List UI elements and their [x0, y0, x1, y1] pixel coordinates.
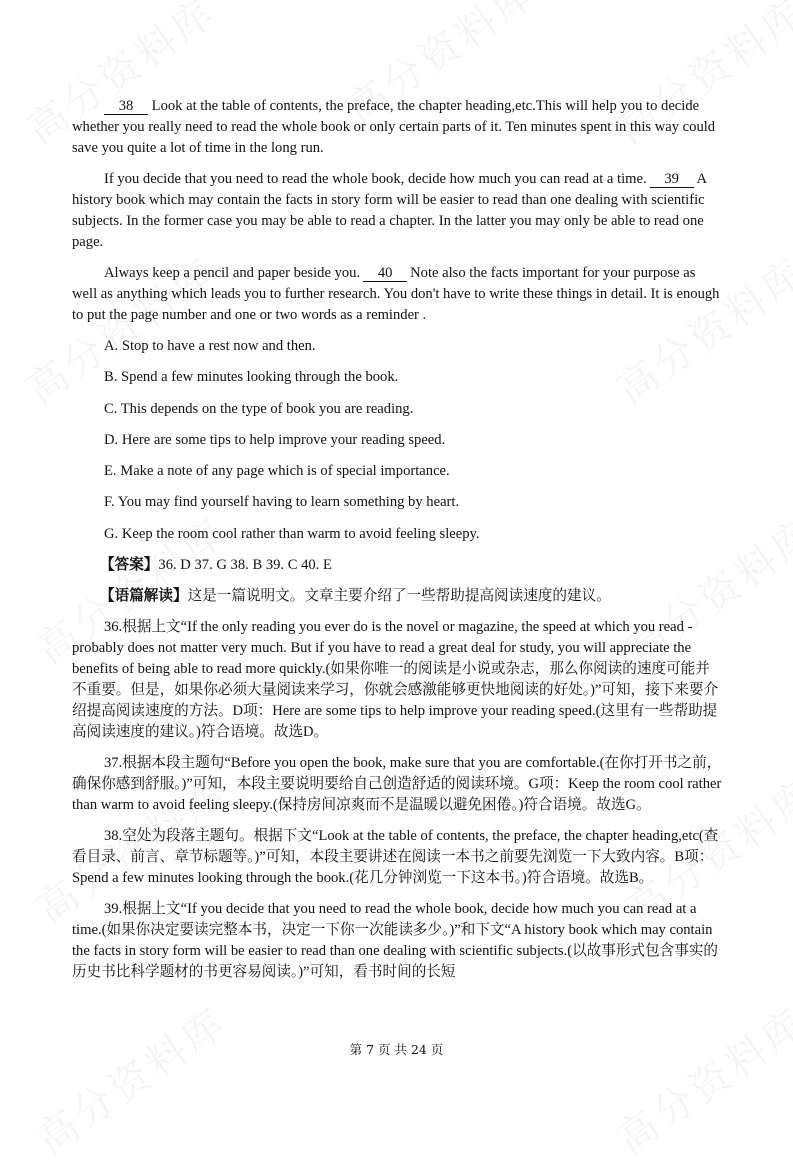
answer-line — [72, 555, 722, 576]
analysis-label: 【语篇解读】 — [100, 588, 188, 605]
explanation-36: 36.根据上文“If the only reading you ever do is the novel or magazine, the speed at which you read -probably does not matter very much. But if you have to read a great deal for study, you will appreciate the benefits of being able to read more quickly.(如果你唯一的阅读是小说或杂志，那么你阅读的速度可能并不重要。但是，如果你必须大量阅读来学习，你就会感激能够更快地阅读的好处。)”可知，接下来要介绍提高阅读速度的方法。D项：Here are some tips to help improve your reading speed.(这里有一些帮助提高阅读速度的建议。)符合语境。故选D。 — [72, 619, 719, 741]
option-b: B. Spend a few minutes looking through the book. — [104, 369, 399, 386]
option-c: C. This depends on the type of book you are reading. — [104, 400, 414, 417]
paragraph-40 — [72, 263, 722, 326]
document-body — [72, 96, 722, 993]
option-g: G. Keep the room cool rather than warm to avoid feeling sleepy. — [104, 525, 480, 542]
option-a: A. Stop to have a rest now and then. — [104, 338, 316, 354]
answer-label: 【答案】 — [100, 557, 159, 574]
page-footer: 第 7 页 共 24 页 — [349, 1042, 444, 1057]
paragraph-38 — [72, 96, 722, 159]
explanation-38: 38.空处为段落主题句。根据下文“Look at the table of contents, the preface, the chapter heading,etc(查看目录、前言、章节标题等。)”可知，本段主要讲述在阅读一本书之前要先浏览一下大致内容。B项：Spend a few minutes looking through the book.(花几分钟浏览一下这本书。)符合语境。故选B。 — [72, 828, 719, 887]
paragraph-39-text-after: A history book which may contain the facts in story form will be easier to read than one dealing with scientific subjects. In the former case you may be able to read a chapter. In the latter you may only be able to read one page. — [72, 171, 707, 250]
option-d: D. Here are some tips to help improve your reading speed. — [104, 431, 446, 448]
paragraph-40-text-after: Note also the facts important for your purpose as well as anything which leads you to further research. You don't have to write these things in detail. It is enough to put the page number and one or two words as a reminder . — [72, 265, 720, 323]
paragraph-39-text-before: If you decide that you need to read the whole book, decide how much you can read at a time. — [104, 171, 647, 187]
explanation-39: 39.根据上文“If you decide that you need to read the whole book, decide how much you can read at a time.(如果你决定要读完整本书，决定一下你一次能读多少。)”和下文“A history book which may contain the facts in story form will be easier to read than one dealing with scientific subjects.(以故事形式包含事实的历史书比科学题材的书更容易阅读。)”可知，看书时间的长短 — [72, 901, 719, 981]
paragraph-38-text: Look at the table of contents, the preface, the chapter heading,etc.This will help you to decide whether you really need to read the whole book or only certain parts of it. Ten minutes spent in this way could save you quite a lot of time in the long run. — [72, 98, 716, 156]
analysis-line — [72, 586, 722, 607]
watermark — [604, 992, 793, 1165]
explanation-37: 37.根据本段主题句“Before you open the book, make sure that you are comfortable.(在你打开书之前，确保你感到舒服。)”可知，本段主要说明要给自己创造舒适的阅读环境。G项：Keep the room cool rather than warm to avoid feeling sleepy.(保持房间凉爽而不是温暖以避免困倦。)符合语境。故选G。 — [72, 755, 722, 814]
paragraph-39 — [72, 169, 722, 253]
blank-40[interactable]: 40 — [363, 266, 407, 282]
blank-39[interactable]: 39 — [650, 172, 694, 188]
option-e: E. Make a note of any page which is of special importance. — [104, 463, 450, 480]
blank-38[interactable]: 38 — [104, 99, 148, 115]
watermark — [24, 992, 237, 1165]
answer-text: 36. D 37. G 38. B 39. C 40. E — [158, 557, 332, 574]
paragraph-40-text-before: Always keep a pencil and paper beside you. — [104, 265, 361, 281]
option-f: F. You may find yourself having to learn something by heart. — [104, 494, 460, 511]
analysis-text: 这是一篇说明文。文章主要介绍了一些帮助提高阅读速度的建议。 — [187, 588, 611, 605]
